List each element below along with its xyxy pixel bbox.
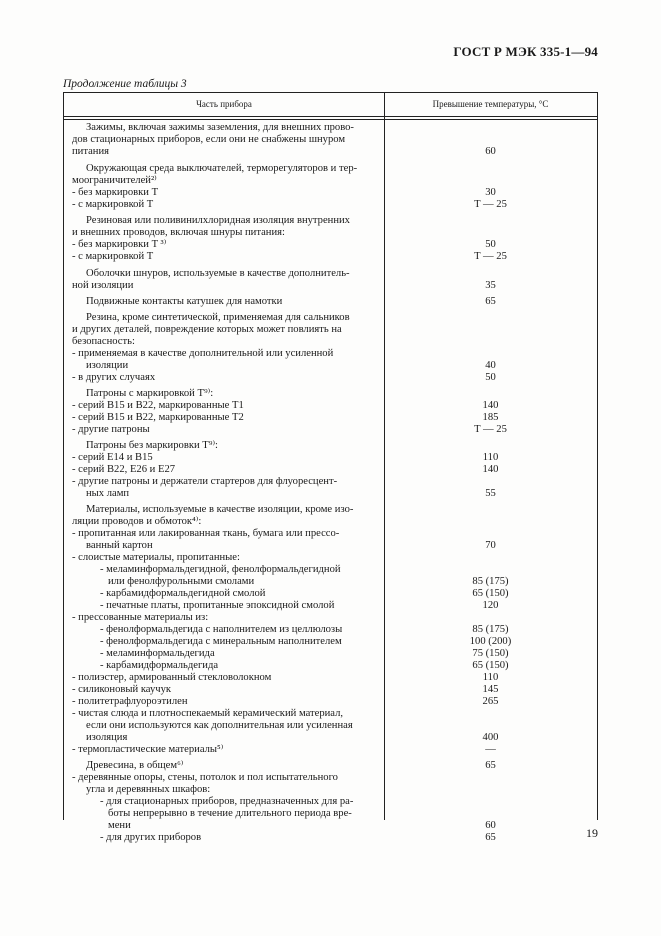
table-row xyxy=(64,122,597,134)
row-temperature-value: 55 xyxy=(485,488,496,499)
row-part-text: - с маркировкой T xyxy=(72,251,154,262)
row-part-text: - меламинформальдегидной, фенолформальдегидной xyxy=(100,564,341,575)
table-row xyxy=(64,175,597,187)
table-caption: Продолжение таблицы 3 xyxy=(63,78,187,90)
row-part-text: Окружающая среда выключателей, терморегуляторов и тер- xyxy=(86,163,358,174)
row-part-text: - с маркировкой T xyxy=(72,199,154,210)
table-row xyxy=(64,215,597,227)
row-part-text: - применяемая в качестве дополнительной или усиленной xyxy=(72,348,334,359)
table-row xyxy=(64,744,597,756)
row-part-text: - слоистые материалы, пропитанные: xyxy=(72,552,240,563)
table-row xyxy=(64,424,597,436)
table-row xyxy=(64,348,597,360)
table-row xyxy=(64,820,597,832)
row-part-text: - политетрафлуороэтилен xyxy=(72,696,188,707)
table-row xyxy=(64,464,597,476)
row-part-text: питания xyxy=(72,146,110,157)
row-part-text: Резина, кроме синтетической, применяемая для сальников xyxy=(86,312,350,323)
table-row xyxy=(64,672,597,684)
table-row xyxy=(64,760,597,772)
row-temperature-value: 145 xyxy=(482,684,499,695)
row-part-text: Подвижные контакты катушек для намотки xyxy=(86,296,283,307)
row-part-text: ных ламп xyxy=(86,488,130,499)
row-part-text: - полиэстер, армированный стекловолокном xyxy=(72,672,272,683)
table-row xyxy=(64,146,597,158)
row-part-text: - серий B15 и B22, маркированные T2 xyxy=(72,412,244,423)
row-part-text: Древесина, в общем⁶⁾ xyxy=(86,760,184,771)
row-temperature-value: 185 xyxy=(482,412,499,423)
row-part-text: - карбамидформальдегидной смолой xyxy=(100,588,266,599)
row-temperature-value: 70 xyxy=(485,540,496,551)
table-row xyxy=(64,452,597,464)
row-part-text: боты непрерывно в течение длительного периода вре- xyxy=(108,808,352,819)
row-temperature-value: 35 xyxy=(485,280,496,291)
table-row xyxy=(64,412,597,424)
row-temperature-value: 265 xyxy=(482,696,499,707)
row-part-text: если они используются как дополнительная или усиленная xyxy=(86,720,353,731)
row-part-text: ляции проводов и обмоток⁴⁾: xyxy=(72,516,202,527)
table-row xyxy=(64,784,597,796)
row-part-text: Материалы, используемые в качестве изоляции, кроме изо- xyxy=(86,504,354,515)
header-divider-double xyxy=(64,119,597,120)
table-row xyxy=(64,360,597,372)
row-temperature-value: 50 xyxy=(485,372,496,383)
table-row xyxy=(64,528,597,540)
row-part-text: - силиконовый каучук xyxy=(72,684,172,695)
row-temperature-value: T — 25 xyxy=(474,251,507,262)
row-temperature-value: T — 25 xyxy=(474,424,507,435)
table-row xyxy=(64,251,597,263)
row-part-text: Патроны без маркировки T⁹⁾: xyxy=(86,440,218,451)
table-row xyxy=(64,324,597,336)
row-part-text: - деревянные опоры, стены, потолок и пол испытательного xyxy=(72,772,338,783)
table-row xyxy=(64,163,597,175)
table-row xyxy=(64,476,597,488)
page-number: 19 xyxy=(586,826,598,840)
table-row xyxy=(64,296,597,308)
row-part-text: изоляция xyxy=(86,732,128,743)
row-part-text: - для стационарных приборов, предназначенных для ра- xyxy=(100,796,354,807)
table-row xyxy=(64,600,597,612)
row-part-text: мени xyxy=(108,820,131,831)
table-row xyxy=(64,227,597,239)
row-temperature-value: 100 (200) xyxy=(469,636,512,647)
row-part-text: Резиновая или поливинилхлоридная изоляция внутренних xyxy=(86,215,350,226)
table-row xyxy=(64,576,597,588)
row-temperature-value: 65 (150) xyxy=(472,588,509,599)
row-part-text: и внешних проводов, включая шнуры питания: xyxy=(72,227,285,238)
row-temperature-value: 110 xyxy=(482,452,499,463)
table-row xyxy=(64,720,597,732)
table-row xyxy=(64,488,597,500)
row-temperature-value: 85 (175) xyxy=(472,624,509,635)
table-row xyxy=(64,696,597,708)
row-part-text: - печатные платы, пропитанные эпоксидной смолой xyxy=(100,600,335,611)
row-part-text: - карбамидформальдегида xyxy=(100,660,219,671)
table-row xyxy=(64,372,597,384)
row-part-text: - фенолформальдегида с минеральным наполнителем xyxy=(100,636,342,647)
table-row xyxy=(64,388,597,400)
row-part-text: - серий B15 и B22, маркированные T1 xyxy=(72,400,244,411)
row-temperature-value: 30 xyxy=(485,187,496,198)
row-part-text: дов стационарных приборов, если они не снабжены шнуром xyxy=(72,134,346,145)
table-row xyxy=(64,504,597,516)
row-part-text: Зажимы, включая зажимы заземления, для внешних прово- xyxy=(86,122,354,133)
row-temperature-value: 140 xyxy=(482,464,499,475)
row-temperature-value: T — 25 xyxy=(474,199,507,210)
row-part-text: моограничителей²⁾ xyxy=(72,175,157,186)
table-row xyxy=(64,684,597,696)
row-part-text: угла и деревянных шкафов: xyxy=(86,784,211,795)
table-row xyxy=(64,540,597,552)
table-row xyxy=(64,564,597,576)
table-row xyxy=(64,624,597,636)
row-part-text: ванный картон xyxy=(86,540,153,551)
table-row xyxy=(64,796,597,808)
table-row xyxy=(64,612,597,624)
table-row xyxy=(64,772,597,784)
row-temperature-value: 60 xyxy=(485,146,496,157)
row-part-text: - пропитанная или лакированная ткань, бумага или прессо- xyxy=(72,528,340,539)
row-part-text: - прессованные материалы из: xyxy=(72,612,209,623)
row-part-text: - для других приборов xyxy=(100,832,202,843)
table-row xyxy=(64,648,597,660)
column-header-part: Часть прибора xyxy=(196,99,252,109)
row-temperature-value: 140 xyxy=(482,400,499,411)
row-part-text: изоляции xyxy=(86,360,129,371)
row-temperature-value: 110 xyxy=(482,672,499,683)
table-row xyxy=(64,268,597,280)
row-part-text: - чистая слюда и плотноспекаемый керамический материал, xyxy=(72,708,344,719)
row-part-text: - меламинформальдегида xyxy=(100,648,215,659)
table-row xyxy=(64,588,597,600)
row-temperature-value: 65 xyxy=(485,296,496,307)
table-row xyxy=(64,708,597,720)
row-part-text: - фенолформальдегида с наполнителем из целлюлозы xyxy=(100,624,343,635)
table-row xyxy=(64,280,597,292)
row-temperature-value: 85 (175) xyxy=(472,576,509,587)
table-row xyxy=(64,400,597,412)
row-temperature-value: 75 (150) xyxy=(472,648,509,659)
table-row xyxy=(64,440,597,452)
table-row xyxy=(64,660,597,672)
table-row xyxy=(64,336,597,348)
row-temperature-value: 65 xyxy=(485,760,496,771)
row-part-text: - серий B22, E26 и E27 xyxy=(72,464,176,475)
row-part-text: или фенолфурольными смолами xyxy=(108,576,255,587)
table-row xyxy=(64,312,597,324)
document-header: ГОСТ Р МЭК 335-1—94 xyxy=(453,44,598,59)
row-part-text: - без маркировки T ³⁾ xyxy=(72,239,167,250)
column-header-temperature: Превышение температуры, °С xyxy=(432,99,549,109)
table-row xyxy=(64,808,597,820)
table-row xyxy=(64,516,597,528)
table-row xyxy=(64,199,597,211)
table-row xyxy=(64,832,597,844)
header-divider xyxy=(64,116,597,117)
table-row xyxy=(64,134,597,146)
row-part-text: безопасность: xyxy=(72,336,135,347)
table-row xyxy=(64,732,597,744)
row-temperature-value: 40 xyxy=(485,360,496,371)
row-part-text: - без маркировки T xyxy=(72,187,159,198)
row-part-text: - другие патроны и держатели стартеров для флуоресцент- xyxy=(72,476,338,487)
row-part-text: и других деталей, повреждение которых может повлиять на xyxy=(72,324,342,335)
row-part-text: - в других случаях xyxy=(72,372,156,383)
table-row xyxy=(64,187,597,199)
row-temperature-value: 120 xyxy=(482,600,499,611)
table-row xyxy=(64,636,597,648)
row-temperature-value: 60 xyxy=(485,820,496,831)
row-part-text: ной изоляции xyxy=(72,280,134,291)
row-temperature-value: 65 xyxy=(485,832,496,843)
row-temperature-value: 50 xyxy=(485,239,496,250)
table-row xyxy=(64,239,597,251)
row-part-text: Оболочки шнуров, используемые в качестве дополнитель- xyxy=(86,268,350,279)
row-part-text: - термопластические материалы⁵⁾ xyxy=(72,744,224,755)
row-part-text: - серий E14 и B15 xyxy=(72,452,153,463)
row-temperature-value: 400 xyxy=(482,732,499,743)
row-part-text: Патроны с маркировкой T⁹⁾: xyxy=(86,388,214,399)
row-temperature-value: 65 (150) xyxy=(472,660,509,671)
row-temperature-value: — xyxy=(485,744,496,755)
table-row xyxy=(64,552,597,564)
row-part-text: - другие патроны xyxy=(72,424,150,435)
